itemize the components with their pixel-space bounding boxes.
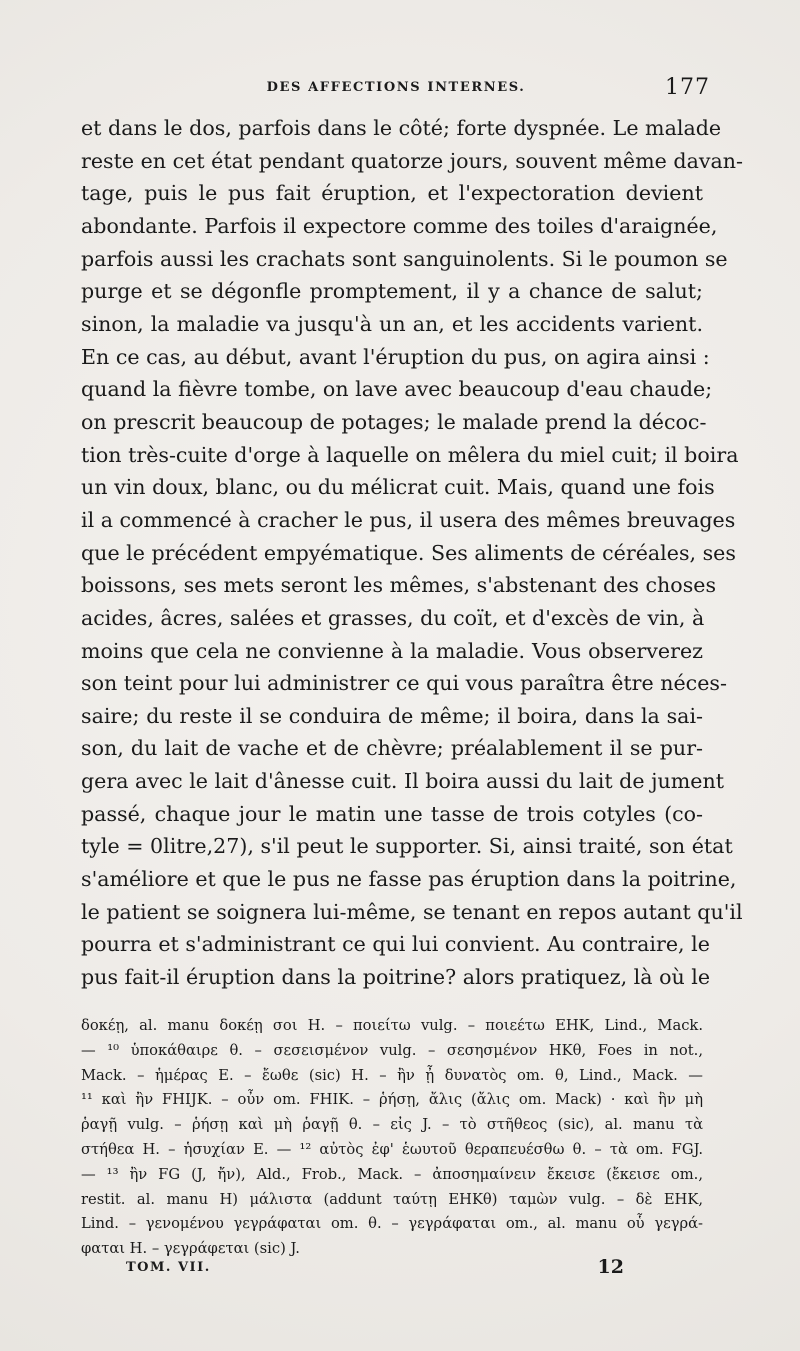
body-line-8: En ce cas, au début, avant l'éruption du pus, on agira ainsi :	[81, 344, 710, 369]
body-line-6: purge et se dégonfle promptement, il y a chance de salut;	[81, 279, 703, 304]
body-line-1: et dans le dos, parfois dans le côté; forte dyspnée. Le malade	[81, 116, 722, 140]
body-line-2: reste en cet état pendant quatorze jours, souvent même davan-	[81, 148, 743, 173]
footnote-line-2: — ¹⁰ ὑποκάθαιρε θ. – σεσεισμένον vulg. – σεσησμένον HKθ, Foes in not.,	[81, 1041, 703, 1059]
body-line-25: le patient se soignera lui-même, se tenant en repos autant qu'il	[81, 899, 743, 924]
footnote-line-10: φαται H. – γεγράφεται (sic) J.	[81, 1240, 300, 1258]
body-line-11: tion très-cuite d'orge à laquelle on mêlera du miel cuit; il boira	[81, 442, 739, 467]
footnote-line-6: στήθεα H. – ἡσυχίαν E. — ¹² αὐτὸς ἐφ' ἑωυτοῦ θεραπευέσθω θ. – τὰ om. FGJ.	[81, 1140, 703, 1158]
body-line-17: moins que cela ne convienne à la maladie. Vous observerez	[81, 638, 703, 663]
body-line-5: parfois aussi les crachats sont sanguinolents. Si le poumon se	[81, 246, 728, 271]
gathering-number: 12	[597, 1256, 624, 1278]
page-number: 177	[665, 75, 710, 100]
body-line-9: quand la fièvre tombe, on lave avec beaucoup d'eau chaude;	[81, 377, 713, 402]
footnote-line-4: ¹¹ καὶ ἢν FHIJK. – οὖν om. FHIK. – ῥήσῃ, ἄλις (ἄλις om. Mack) · καὶ ἢν μὴ	[81, 1091, 703, 1109]
running-head: DES AFFECTIONS INTERNES.	[266, 80, 526, 95]
body-line-15: boissons, ses mets seront les mêmes, s'abstenant des choses	[81, 573, 717, 598]
body-line-24: s'améliore et que le pus ne fasse pas éruption dans la poitrine,	[81, 867, 737, 892]
body-line-13: il a commencé à cracher le pus, il usera des mêmes breuvages	[81, 507, 736, 532]
body-line-18: son teint pour lui administrer ce qui vous paraîtra être néces-	[81, 671, 727, 696]
page-header	[82, 75, 710, 104]
body-line-12: un vin doux, blanc, ou du mélicrat cuit. Mais, quand une fois	[81, 475, 715, 500]
body-line-20: son, du lait de vache et de chèvre; préalablement il se pur-	[81, 736, 703, 761]
page-footer	[126, 1258, 624, 1282]
body-line-27: pus fait-il éruption dans la poitrine? alors pratiquez, là où le	[81, 965, 711, 990]
body-line-21: gera avec le lait d'ânesse cuit. Il boira aussi du lait de jument	[81, 769, 725, 794]
footnote-line-8: restit. al. manu H) μάλιστα (addunt ταύτῃ EHKθ) ταμὼν vulg. – δὲ EHK,	[81, 1190, 703, 1208]
footnote-line-7: — ¹³ ἢν FG (J, ἤν), Ald., Frob., Mack. – ἀποσημαίνειν ἔκεισε (ἔκεισε om.,	[81, 1165, 703, 1183]
body-line-10: on prescrit beaucoup de potages; le malade prend la décoc-	[81, 409, 707, 434]
footnote-line-1: δοκέῃ, al. manu δοκέῃ σοι H. – ποιείτω vulg. – ποιεέτω EHK, Lind., Mack.	[81, 1017, 703, 1034]
body-line-23: tyle = 0litre,27), s'il peut le supporter. Si, ainsi traité, son état	[81, 834, 733, 859]
body-line-3: tage, puis le pus fait éruption, et l'expectoration devient	[81, 181, 703, 206]
footnote-line-3: Mack. – ἡμέρας E. – ἔωθε (sic) H. – ἢν ᾖ δυνατὸς om. θ, Lind., Mack. —	[81, 1066, 703, 1084]
body-line-16: acides, âcres, salées et grasses, du coït, et d'excès de vin, à	[81, 605, 705, 630]
body-line-26: pourra et s'administrant ce qui lui convient. Au contraire, le	[81, 932, 710, 957]
footnotes	[81, 1014, 703, 1262]
body-line-14: que le précédent empyématique. Ses aliments de céréales, ses	[81, 540, 736, 565]
body-line-7: sinon, la maladie va jusqu'à un an, et les accidents varient.	[81, 311, 703, 336]
body-line-19: saire; du reste il se conduira de même; il boira, dans la sai-	[81, 703, 703, 728]
body-line-22: passé, chaque jour le matin une tasse de trois cotyles (co-	[81, 801, 703, 826]
body-line-4: abondante. Parfois il expectore comme des toiles d'araignée,	[81, 213, 718, 238]
footnote-line-9: Lind. – γενομένου γεγράφαται om. θ. – γεγράφαται om., al. manu οὗ γεγρά-	[81, 1215, 703, 1233]
volume-signature: TOM. VII.	[126, 1260, 211, 1275]
footnote-line-5: ῥαγῇ vulg. – ῥήσῃ καὶ μὴ ῥαγῇ θ. – εἰς J. – τὸ στῆθεος (sic), al. manu τὰ	[81, 1116, 703, 1134]
main-text	[81, 112, 743, 994]
